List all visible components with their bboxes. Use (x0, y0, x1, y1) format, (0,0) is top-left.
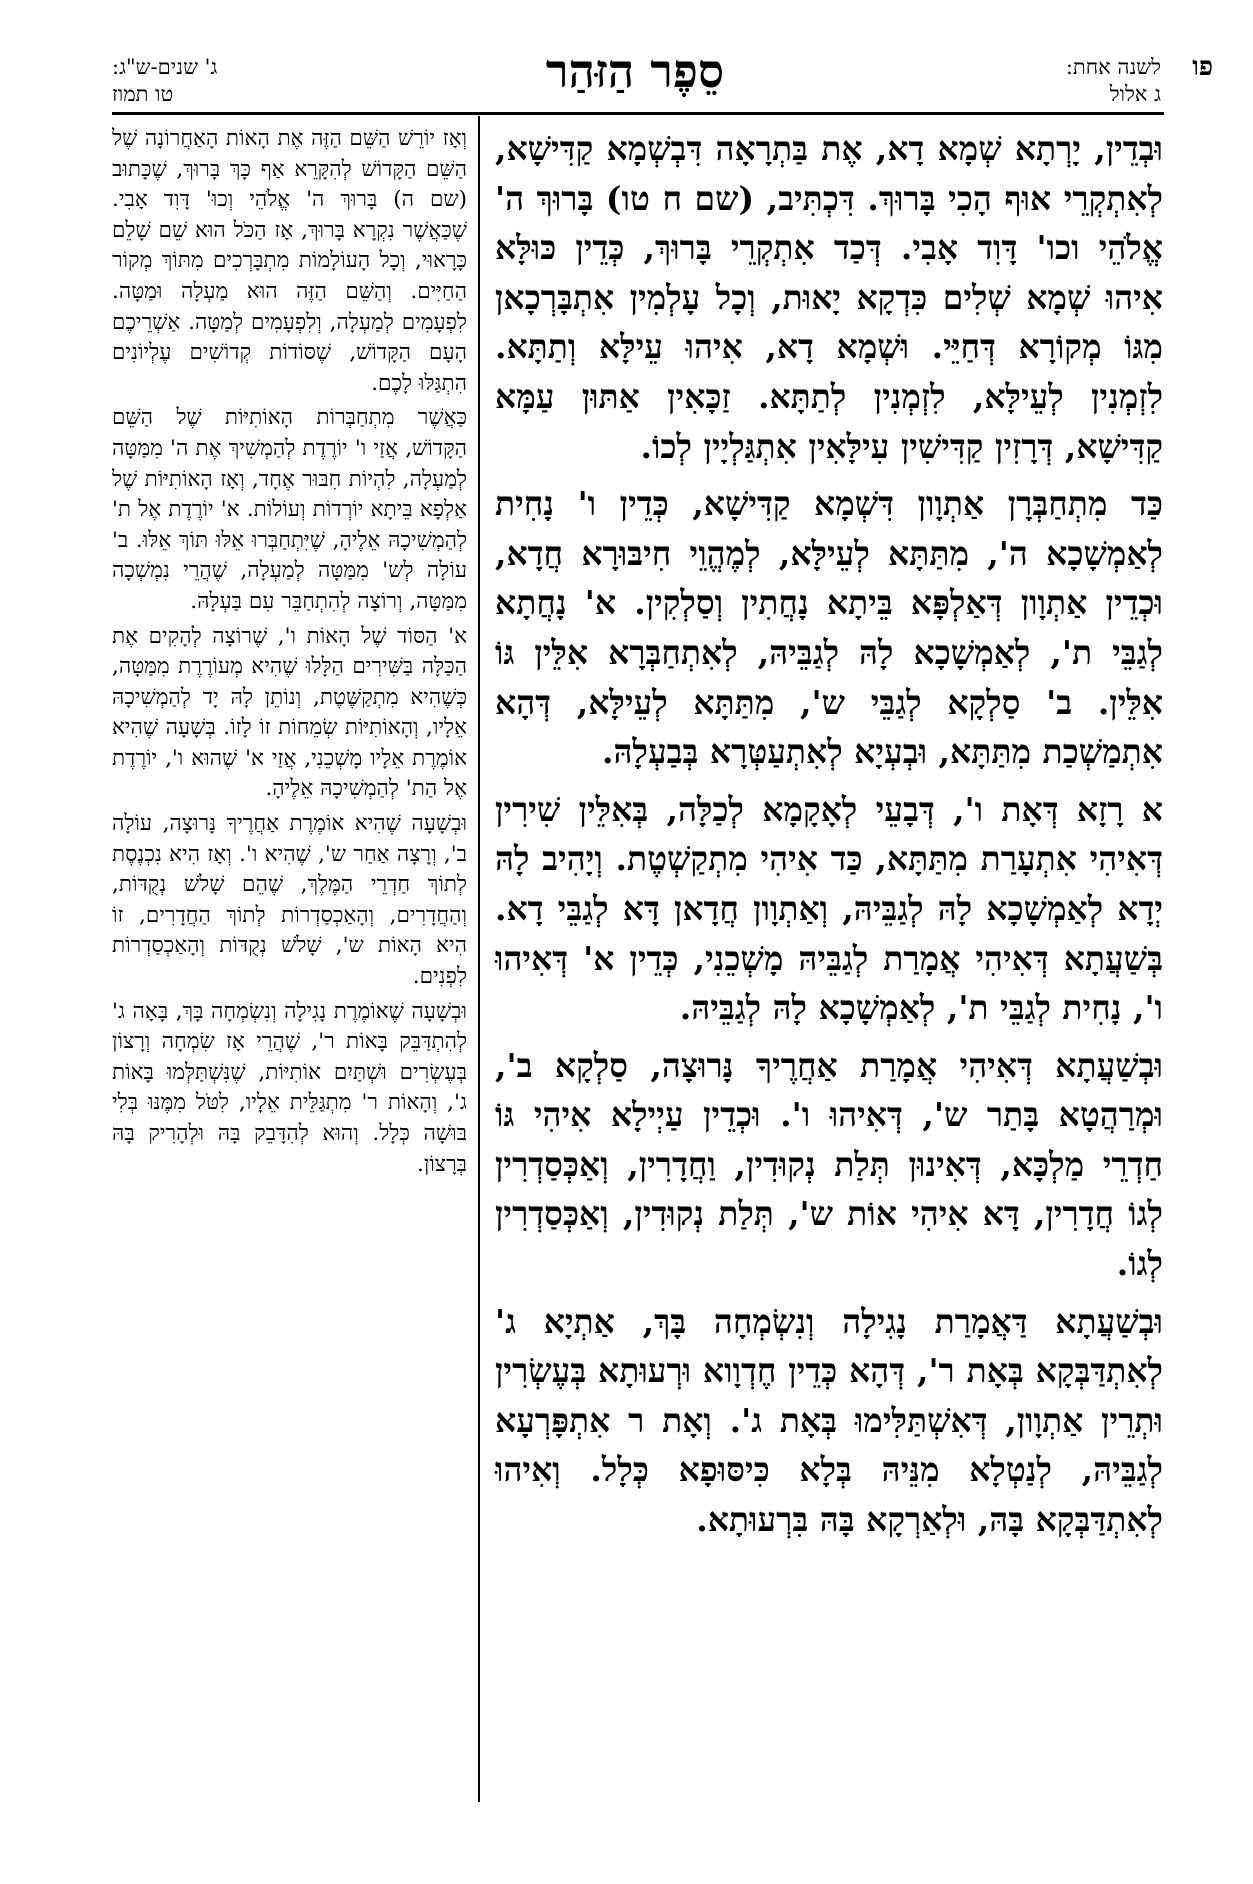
schedule-label: לשנה אחת: (1065, 55, 1161, 79)
aramaic-text-column (495, 124, 1163, 1814)
text-paragraph: וּבְדֵין, יָרְתָא שְׁמָא דָא, אֶת בַּתְרָאָה דִּבְשְׁמָא קַדִּישָׁא, לְאִתְקְרֵי אוּף הָכִי בָּרוּךְ. דִּכְתִּיב, (שם ח טו) בָּרוּךְ ה' אֱלֹהֵי וכו' דָּוִד אָבִי. דְּכַד אִתְקְרֵי בָּרוּךְ, כְּדֵין כּוּלָּא אִיהוּ שְׁמָא שְׁלִים כִּדְקָא יָאוּת, וְכָל עָלְמִין אִתְבָּרְכָאן מִגּוֹ מְקוֹרָא דְּחַיֵּי. וּשְׁמָא דָא, אִיהוּ עֵילָּא וְתַתָּא. לִזְמְנִין לְעֵילָּא, לִזְמְנִין לְתַתָּא. זַכָּאִין אַתּוּן עַמָּא קַדִּישָׁא, דְּרָזִין קַדִּישִׁין עִילָּאִין אִתְגַּלְיָין לְכוֹ. (495, 129, 1163, 466)
header-schedule-left (112, 54, 282, 108)
translation-paragraph: א' הַסּוֹד שֶׁל הָאוֹת ו', שֶׁרוֹצָה לְהָקִים אֶת הַכַּלָּה בַּשִּׁירִים הַלָּלוּ שֶׁהִיא מְעוֹרֶרֶת מִמַּטָּה, כְּשֶׁהִיא מִתְקַשֶּׁטֶת, וְנוֹתֵן לָהּ יָד לְהַמְשִׁיכָהּ אֵלָיו, וְהָאוֹתִיּוֹת שְׂמֵחוֹת זוֹ לָזוֹ. בְּשָׁעָה שֶׁהִיא אוֹמֶרֶת אֵלָיו מָשְׁכֵנִי, אֲזַי א' שֶׁהוּא ו', יוֹרֶדֶת אֶל הַת' לְהַמְשִׁיכָהּ אֵלֶיהָ. (112, 623, 467, 802)
translation-paragraph: וּבְשָׁעָה שֶׁאוֹמֶרֶת נָגִילָה וְנִשְׂמְחָה בָּךְ, בָּאָה ג' לְהִתְדַּבֵּק בָּאוֹת ר', שֶׁהֲרֵי אָז שִׂמְחָה וְרָצוֹן בְּעֶשְׂרִים וּשְׁתַּיִם אוֹתִיּוֹת, שֶׁנִּשְׁתַּלְּמוּ בָּאוֹת ג', וְהָאוֹת ר' מִתְגַּלֵּית אֵלָיו, לִטֹּל מִמֶּנּוּ בְּלִי בּוּשָׁה כְּלָל. וְהוּא לְהִדָּבֵק בָּהּ וּלְהָרִיק בָּהּ בְּרָצוֹן. (112, 998, 467, 1177)
text-paragraph: א רָזָא דְּאָת ו', דְּבָעֵי לְאָקָמָא לְכַלָּה, בְּאִלֵּין שִׁירִין דְּאִיהִי אִתְעָרַת מִתַּתָּא, כַּד אִיהִי מִתְקַשְׁטֶת. וְיָהִיב לָהּ יְדָא לְאַמְשָׁכָא לָהּ לְגַבֵּיהּ, וְאַתְוָון חֲדָאן דָּא לְגַבֵּי דָא. בְּשַׁעֲתָא דְּאִיהִי אֲמָרַת לְגַבֵּיהּ מָשְׁכֵנִי, כְּדֵין א' דְּאִיהוּ ו', נָחִית לְגַבֵּי ת', לְאַמְשָׁכָא לָהּ לְגַבֵּיהּ. (495, 789, 1163, 1028)
text-paragraph: וּבְשַׁעֲתָא דְּאִיהִי אֲמָרַת אַחֲרֶיךָ נָּרוּצָה, סַלְקָא ב', וּמְרַהֲטָא בָּתַר ש', דְּאִיהוּ ו'. וּכְדֵין עַיְילָא אִיהִי גּוֹ חַדְרֵי מַלְכָּא, דְּאִינוּן תְּלַת נְקוּדִין, וַחֲדָרִין, וְאַכְּסַדְרִין לְגוֹ חֲדָרִין, דָּא אִיהִי אוֹת ש', תְּלַת נְקוּדִין, וְאַכְּסַדְרִין לְגוֹ. (495, 1045, 1163, 1284)
translation-paragraph: כַּאֲשֶׁר מִתְחַבְּרוֹת הָאוֹתִיּוֹת שֶׁל הַשֵּׁם הַקָּדוֹשׁ, אֲזַי ו' יוֹרֶדֶת לְהַמְשִׁיךְ אֶת ה' מִמַּטָּה לְמַעְלָה, לִהְיוֹת חִבּוּר אֶחָד, וְאָז הָאוֹתִיּוֹת שֶׁל אַלְפָא בֵּיתָא יוֹרְדוֹת וְעוֹלוֹת. א' יוֹרֶדֶת אֶל ת' לְהַמְשִׁיכָהּ אֵלֶיהָ, שֶׁיִּתְחַבְּרוּ אֵלּוּ תּוֹךְ אֵלּוּ. ב' עוֹלָה לְש' מִמַּטָּה לְמַעְלָה, שֶׁהֲרֵי נִמְשְׁכָה מִמַּטָּה, וְרוֹצָה לְהִתְחַבֵּר עִם בַּעְלָהּ. (112, 405, 467, 614)
book-title: סֵפֶר הַזּהַר (545, 44, 725, 98)
header-schedule-right (991, 54, 1161, 108)
translation-paragraph: וּבְשָׁעָה שֶׁהִיא אוֹמֶרֶת אַחֲרֶיךָ נָּרוּצָה, עוֹלָה ב', וְרָצָה אַחַר ש', שֶׁהִיא ו'. וְאָז הִיא נִכְנֶסֶת לְתוֹךְ חַדְרֵי הַמֶּלֶךְ, שֶׁהֵם שָׁלֹשׁ נְקֻדּוֹת, וְהַחֲדָרִים, וְהָאַכְסַדְרוֹת לְתוֹךְ הַחֲדָרִים, זוֹ הִיא הָאוֹת ש', שָׁלֹשׁ נְקֻדּוֹת וְהָאַכְסַדְרוֹת לִפְנִים. (112, 811, 467, 990)
page-number: פו (1192, 52, 1213, 82)
text-paragraph: כַּד מִתְחַבְּרָן אַתְוָון דִּשְׁמָא קַדִּישָׁא, כְּדֵין ו' נָחִית לְאַמְשָׁכָא ה', מִתַּתָּא לְעֵילָּא, לְמֶהֱוֵי חִיבּוּרָא חֲדָא, וּכְדֵין אַתְוָון דְּאַלְפָּא בֵּיתָא נָחֲתִין וְסַלְקִין. א' נָחֲתָא לְגַבֵּי ת', לְאַמְשָׁכָא לָהּ לְגַבֵּיהּ, לְאִתְחַבְּרָא אִלֵּין גּוֹ אִלֵּין. ב' סַלְקָא לְגַבֵּי ש', מִתַּתָּא לְעֵילָּא, דְּהָא אִתְמַשְׁכַת מִתַּתָּא, וּבְעְיָא לְאִתְעַטְּרָא בְּבַעְלָהּ. (495, 484, 1163, 772)
schedule-date: ג אלול (1109, 82, 1161, 106)
schedule-label: ג' שנים-ש"ג: (112, 55, 218, 79)
translation-paragraph: וְאָז יוֹרֵשׁ הַשֵּׁם הַזֶּה אֶת הָאוֹת הָאַחֲרוֹנָה שֶׁל הַשֵּׁם הַקָּדוֹשׁ לְהִקָּרֵא אַף כָּךְ בָּרוּךְ, שֶׁכָּתוּב (שם ה) בָּרוּךְ ה' אֱלֹהֵי וְכוּ' דָּוִד אָבִי. שֶׁכַּאֲשֶׁר נִקְרָא בָּרוּךְ, אָז הַכֹּל הוּא שֵׁם שָׁלֵם כָּרָאוּי, וְכָל הָעוֹלָמוֹת מִתְבָּרְכִים מִתּוֹךְ מְקוֹר הַחַיִּים. וְהַשֵּׁם הַזֶּה הוּא מַעְלָה וּמַטָּה. לִפְעָמִים לְמַעְלָה, וְלִפְעָמִים לְמַטָּה. אַשְׁרֵיכֶם הָעָם הַקָּדוֹשׁ, שֶׁסּוֹדוֹת קְדוֹשִׁים עֶלְיוֹנִים הִתְגַּלּוּ לָכֶם. (112, 126, 467, 396)
schedule-date: טו תמוז (112, 82, 174, 106)
hebrew-translation-column (112, 124, 467, 1824)
text-paragraph: וּבְשַׁעֲתָא דַּאֲמָרַת נָגִילָה וְנִשְׂמְחָה בָּךְ, אַתְיָא ג' לְאִתְדַּבְּקָא בְּאָת ר', דְּהָא כְּדֵין חֶדְוָוא וּרְעוּתָא בְּעֶשְׂרִין וּתְרֵין אַתְוָון, דְּאִשְׁתַּלִּימוּ בְּאָת ג'. וְאָת ר אִתְפָּרְעָא לְגַבֵּיהּ, לְנַטְלָא מִנֵּיהּ בְּלָא כִּיסּוּפָא כְּלָל. וְאִיהוּ לְאִתְדַּבְּקָא בָּהּ, וּלְאַרְקָא בָּהּ בִּרְעוּתָא. (495, 1301, 1163, 1540)
column-divider (478, 116, 480, 1802)
header-divider (112, 112, 1164, 115)
